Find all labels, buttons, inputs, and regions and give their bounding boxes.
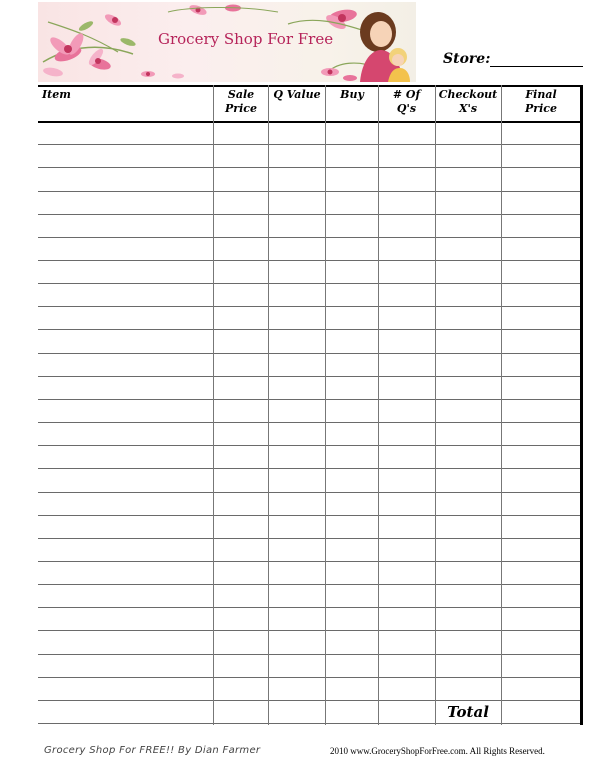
column-header-num-qs: # Of Q's bbox=[392, 88, 421, 115]
store-input-line[interactable] bbox=[490, 66, 583, 67]
store-label: Store: bbox=[443, 51, 491, 67]
column-header-q-value: Q Value bbox=[273, 88, 321, 101]
column-divider bbox=[501, 85, 502, 725]
column-header-sale-price: Sale Price bbox=[225, 88, 257, 115]
shopping-list-table bbox=[38, 85, 583, 725]
column-divider bbox=[378, 85, 379, 725]
column-header-buy: Buy bbox=[340, 88, 364, 101]
column-divider bbox=[268, 85, 269, 725]
footer-copyright: 2010 www.GroceryShopForFree.com. All Rights Reserved. bbox=[330, 746, 545, 756]
table-right-border bbox=[580, 85, 583, 725]
column-header-final-price: Final Price bbox=[525, 88, 557, 115]
column-header-item: Item bbox=[42, 88, 71, 101]
column-header-checkout-xs: Checkout X's bbox=[438, 88, 498, 115]
column-divider bbox=[325, 85, 326, 725]
total-label: Total bbox=[447, 703, 489, 721]
column-divider bbox=[213, 85, 214, 725]
column-divider bbox=[435, 85, 436, 725]
flower-cluster-top-icon bbox=[168, 3, 278, 17]
banner-title: Grocery Shop For Free bbox=[158, 30, 334, 48]
footer-credit: Grocery Shop For FREE!! By Dian Farmer bbox=[44, 745, 261, 756]
header-banner bbox=[38, 2, 416, 82]
